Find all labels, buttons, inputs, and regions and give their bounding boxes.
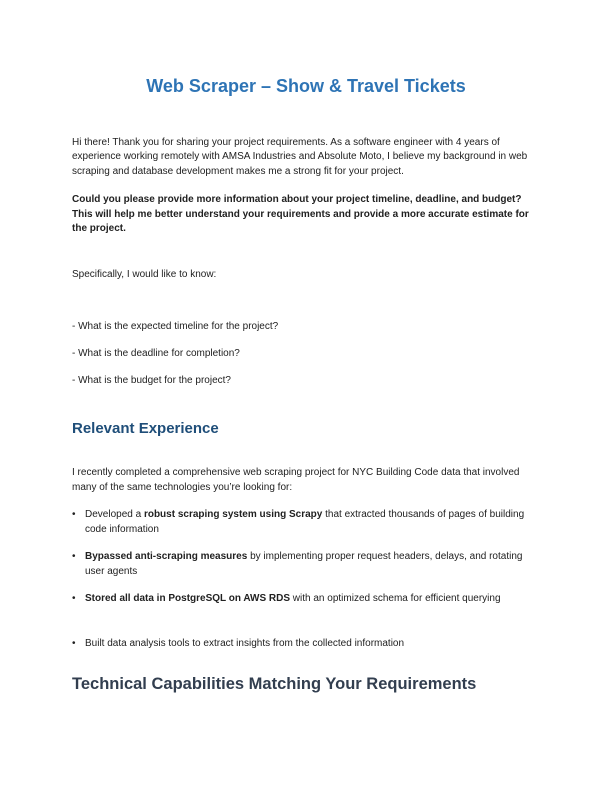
request-info-paragraph: Could you please provide more information about your project timeline, deadline, and budget? This will help me better understand your requirements and provide a more accurate estimate for the project. <box>72 194 529 235</box>
bullet-postgresql-aws <box>85 592 540 607</box>
intro-paragraph: Hi there! Thank you for sharing your project requirements. As a software engineer with 4 years of experience working remotely with AMSA Industries and Absolute Moto, I believe my background in web scraping and database development makes me a strong fit for your project. <box>72 136 528 177</box>
bullet-text-post: by implementing proper request headers, delays, and rotating user agents <box>85 551 523 577</box>
experience-lead-paragraph: I recently completed a comprehensive web scraping project for NYC Building Code data that involved many of the same technologies you’re looking for: <box>72 467 520 493</box>
question-budget: - What is the budget for the project? <box>72 375 231 387</box>
bullet-anti-scraping <box>85 550 540 579</box>
bullet-data-analysis <box>85 637 540 652</box>
question-timeline: - What is the expected timeline for the project? <box>72 321 279 333</box>
bullet-text-bold: Bypassed anti-scraping measures <box>85 551 248 563</box>
section-heading-technical-capabilities: Technical Capabilities Matching Your Requirements <box>72 675 477 694</box>
bullet-text-bold: Stored all data in PostgreSQL on AWS RDS <box>85 593 291 605</box>
bullet-text-pre: Developed a <box>85 509 144 521</box>
questions-intro: Specifically, I would like to know: <box>72 268 217 280</box>
bullet-text-bold: robust scraping system using Scrapy <box>143 509 323 521</box>
question-deadline: - What is the deadline for completion? <box>72 348 240 360</box>
experience-bullet-list <box>59 508 540 651</box>
bullet-text-post: that extracted thousands of pages of building code information <box>85 509 525 535</box>
section-heading-relevant-experience: Relevant Experience <box>72 420 219 438</box>
page-content <box>0 76 612 695</box>
document-title: Web Scraper – Show & Travel Tickets <box>146 76 466 96</box>
bullet-scrapy-system <box>85 508 540 537</box>
bullet-text-post: with an optimized schema for efficient querying <box>290 593 501 605</box>
bullet-text-pre: Built data analysis tools to extract insights from the collected information <box>85 637 405 649</box>
